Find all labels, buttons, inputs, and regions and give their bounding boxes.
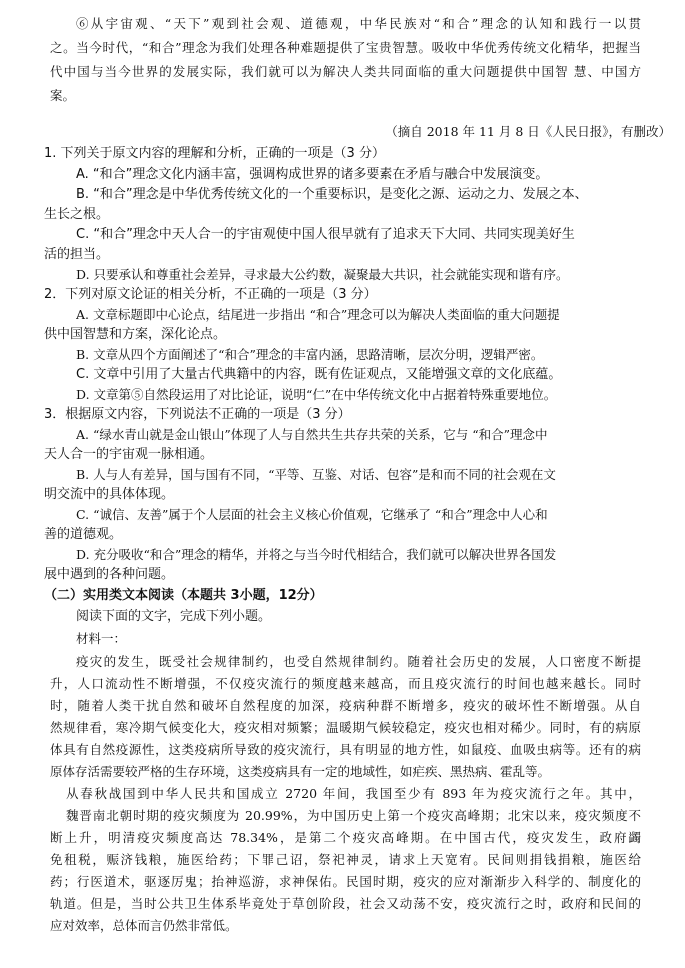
material-paragraph-line: 从春秋战国到中华人民共和国成立 2720 年间，我国至少有 893 年为疫灾流行之年。其中， (66, 786, 641, 801)
question-2-stem: 2．下列对原文论证的相关分析，不正确的一项是（3 分） (44, 287, 377, 302)
q1-option-d: D. 只要承认和尊重社会差异，寻求最大公约数，凝聚最大共识，社会就能实现和谐有序。 (76, 267, 569, 282)
q2-option-a: A. 文章标题即中心论点，结尾进一步指出 “和合”理念可以为解决人类面临的重大问题提 (76, 307, 560, 322)
q2-option-b: B. 文章从四个方面阐述了“和合”理念的丰富内涵，思路清晰，层次分明，逻辑严密。 (76, 347, 544, 362)
passage-line: 代中国与当今世界的发展实际，我们就可以为解决人类共同面临的重大问题提供中国智 慧、中国方 (50, 64, 641, 79)
question-1-stem: 1. 下列关于原文内容的理解和分析，正确的一项是（3 分） (44, 146, 385, 161)
section-heading: （二）实用类文本阅读（本题共 3小题，12分） (44, 588, 323, 603)
material-paragraph-line: 原体存活需要较严格的生存环境，这类疫病具有一定的地域性，如疟疾、黑热病、霍乱等。 (50, 764, 551, 779)
material-label: 材料一： (76, 631, 127, 646)
material-paragraph-line: 疫灾的发生，既受社会规律制约，也受自然规律制约。随着社会历史的发展，人口密度不断提 (76, 654, 641, 669)
q1-option-c-cont: 活的担当。 (44, 247, 110, 262)
material-paragraph-line: 断上升，明清疫灾频度高达 78.34%，是第二个疫灾高峰期。在中国古代，疫灾发生，政府蠲 (50, 830, 641, 845)
q2-option-a-cont: 供中国智慧和方案，深化论点。 (44, 327, 227, 342)
q3-option-b-cont: 明交流中的具体体现。 (44, 487, 175, 502)
material-paragraph-line: 应对效率，总体而言仍然非常低。 (50, 918, 238, 933)
q1-option-a: A. “和合”理念文化内涵丰富，强调构成世界的诸多要素在矛盾与融合中发展演变。 (76, 167, 549, 182)
passage-line: ⑥从宇宙观、“天下”观到社会观、道德观，中华民族对“和合”理念的认知和践行一以贯 (76, 16, 641, 31)
q1-option-b: B. “和合”理念是中华优秀传统文化的一个重要标识，是变化之源、运动之力、发展之本、 (76, 187, 588, 202)
q3-option-a-cont: 天人合一的宇宙观一脉相通。 (44, 447, 214, 462)
q3-option-c: C. “诚信、友善”属于个人层面的社会主义核心价值观，它继承了 “和合”理念中人心和 (76, 507, 548, 522)
material-paragraph-line: 升，人口流动性不断增强，不仅疫灾流行的频度越来越高，而且疫灾流行的时间也越来越长。同时 (50, 676, 641, 691)
passage-line: 之。当今时代，“和合”理念为我们处理各种难题提供了宝贵智慧。吸收中华优秀传统文化精华，把握当 (50, 40, 641, 55)
material-paragraph-line: 免租税，赈济钱粮，施医给药；下罪己诏，祭祀神灵，请求上天宽宥。民间则捐钱捐粮，施医给 (50, 852, 641, 867)
material-paragraph-line: 时，随着人类干扰自然和破坏自然程度的加深，疫病种群不断增多，疫灾的破坏性不断增强。从自 (50, 698, 641, 713)
q2-option-c: C. 文章中引用了大量古代典籍中的内容，既有佐证观点，又能增强文章的文化底蕴。 (76, 367, 562, 382)
q1-option-c: C. “和合”理念中天人合一的宇宙观使中国人很早就有了追求天下大同、共同实现美好生 (76, 227, 575, 242)
question-3-stem: 3．根据原文内容，下列说法不正确的一项是（3 分） (44, 407, 351, 422)
q2-option-d: D. 文章第⑤自然段运用了对比论证，说明“仁”在中华传统文化中占据着特殊重要地位。 (76, 387, 557, 402)
q3-option-b: B. 人与人有差异，国与国有不同，“平等、互鉴、对话、包容”是和而不同的社会观在文 (76, 467, 556, 482)
passage-line: 案。 (50, 88, 76, 103)
material-paragraph-line: 然规律看，寒冷期气候变化大，疫灾相对频繁；温暖期气候较稳定，疫灾也相对稀少。同时，有的病原 (50, 720, 641, 735)
q3-option-a: A. “绿水青山就是金山银山”体现了人与自然共生共存共荣的关系，它与 “和合”理念中 (76, 427, 548, 442)
source-citation: （摘自 2018 年 11 月 8 日《人民日报》，有删改） (385, 124, 671, 139)
material-paragraph-line: 轨道。但是，当时公共卫生体系毕竟处于草创阶段，社会又动荡不安，疫灾流行之时，政府和民间的 (50, 896, 641, 911)
q1-option-b-cont: 生长之根。 (44, 207, 110, 222)
material-paragraph-line: 魏晋南北朝时期的疫灾频度为 20.99%，为中国历史上第一个疫灾高峰期；北宋以来，疫灾频度不 (66, 808, 641, 823)
q3-option-c-cont: 善的道德观。 (44, 527, 123, 542)
q3-option-d-cont: 展中遇到的各种问题。 (44, 567, 175, 582)
material-paragraph-line: 药；行医道术，驱逐厉鬼；抬神巡游，求神保佑。民国时期，疫灾的应对渐渐步入科学的、制度化的 (50, 874, 641, 889)
material-paragraph-line: 体具有自然疫源性，这类疫病所导致的疫灾流行，具有明显的地方性，如鼠疫、血吸虫病等。还有的病 (50, 742, 641, 757)
q3-option-d: D. 充分吸收“和合”理念的精华，并将之与当今时代相结合，我们就可以解决世界各国发 (76, 547, 557, 562)
section-instruction: 阅读下面的文字，完成下列小题。 (76, 609, 272, 624)
